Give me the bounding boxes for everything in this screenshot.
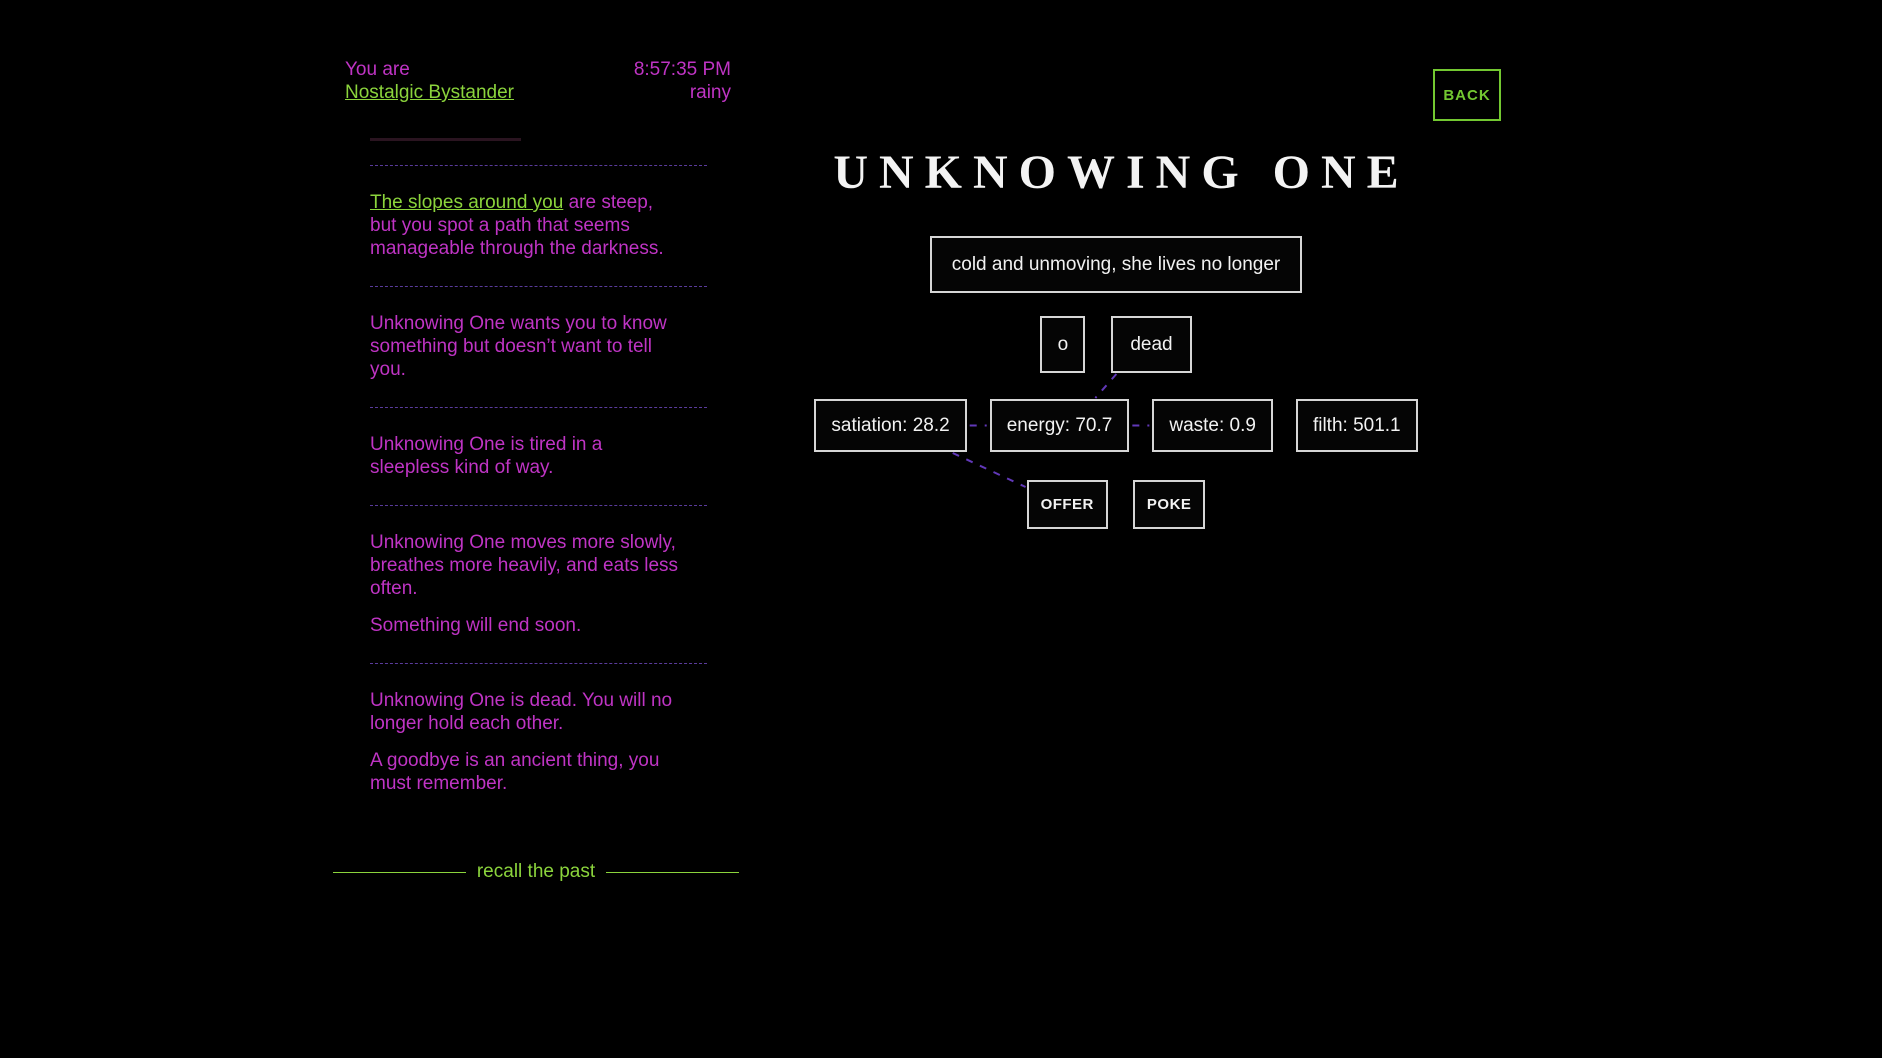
message-text: Unknowing One is tired in a sleepless kind of way. — [370, 434, 603, 478]
clipped-text-remnant — [370, 138, 521, 141]
player-name-link[interactable]: Nostalgic Bystander — [345, 82, 514, 103]
message — [370, 505, 707, 663]
message — [370, 165, 707, 286]
message — [370, 286, 707, 407]
message-log — [370, 138, 707, 821]
recall-left-line — [333, 872, 466, 873]
state-box: dead — [1111, 316, 1191, 373]
pet-name-title: UNKNOWING ONE — [833, 146, 1410, 199]
poke-button[interactable]: POKE — [1133, 480, 1206, 529]
message — [370, 663, 707, 821]
player-identity — [345, 58, 514, 104]
mood-row — [1040, 316, 1191, 373]
mood-box: o — [1040, 316, 1085, 373]
weather-status: rainy — [689, 82, 731, 103]
stat-box-satiation: satiation: 28.2 — [814, 399, 966, 452]
stats-row — [814, 399, 1417, 452]
log-panel-header — [345, 58, 731, 104]
offer-button[interactable]: OFFER — [1027, 480, 1108, 529]
recall-label: recall the past — [476, 861, 596, 882]
message-text: Unknowing One wants you to know something but doesn’t want to tell you. — [370, 313, 667, 380]
time-weather — [634, 58, 731, 104]
stat-box-filth: filth: 501.1 — [1296, 399, 1418, 452]
message-text — [370, 191, 680, 260]
log-panel — [333, 58, 739, 883]
message-link[interactable]: The slopes around you — [370, 192, 564, 213]
back-button[interactable]: BACK — [1433, 69, 1501, 121]
stat-box-waste: waste: 0.9 — [1152, 399, 1273, 452]
stat-box-energy: energy: 70.7 — [990, 399, 1130, 452]
pet-panel — [831, 142, 1410, 529]
recall-right-line — [606, 872, 739, 873]
message-text: Unknowing One is dead. You will no longer hold each other. — [370, 690, 673, 734]
message — [370, 407, 707, 505]
message-text-after-link: are steep, but you spot a path that seems manageable through the darkness. — [370, 192, 664, 259]
message-text: Something will end soon. — [370, 615, 582, 636]
message-text: Unknowing One moves more slowly, breathes more heavily, and eats less often. — [370, 532, 679, 599]
actions-row — [1027, 480, 1206, 529]
message-text: A goodbye is an ancient thing, you must remember. — [370, 750, 660, 794]
pet-status-box: cold and unmoving, she lives no longer — [930, 236, 1302, 293]
clock-time: 8:57:35 PM — [633, 59, 731, 80]
you-are-label: You are — [345, 59, 410, 80]
recall-the-past-button[interactable] — [333, 861, 739, 883]
